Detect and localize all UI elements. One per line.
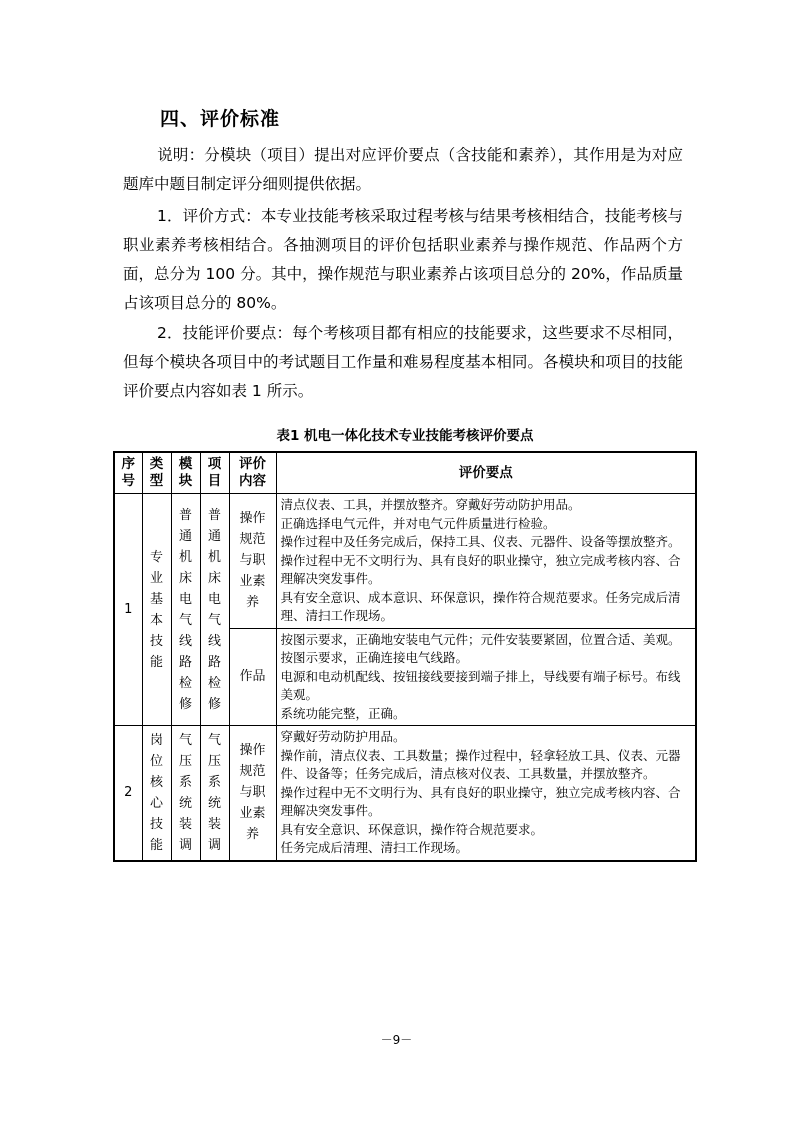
section-heading: 四、评价标准 bbox=[160, 108, 281, 130]
cell-type: 专 业 基 本 技 能 bbox=[142, 494, 171, 726]
header-content: 评价 内容 bbox=[229, 452, 276, 494]
cell-project: 普 通 机 床 电 气 线 路 检 修 bbox=[200, 494, 229, 726]
cell-content: 作品 bbox=[229, 628, 276, 726]
cell-type: 岗 位 核 心 技 能 bbox=[142, 726, 171, 861]
table-row bbox=[114, 726, 696, 861]
table-caption: 表1 机电一体化技术专业技能考核评价要点 bbox=[276, 428, 534, 444]
table-row bbox=[114, 494, 696, 629]
cell-project: 气 压 系 统 装 调 bbox=[200, 726, 229, 861]
cell-points: 清点仪表、工具，并摆放整齐。穿戴好劳动防护用品。 正确选择电气元件，并对电气元件质量进行检验。 操作过程中及任务完成后，保持工具、仪表、元器件、设备等摆放整齐。操作过程中无不文明行为、具有良好的职业操守，独立完成考核内容、合理解决突发事件。 具有安全意识、成本意识、环保意识，操作符合规范要求。任务完成后清理、清扫工作现场。 bbox=[276, 494, 696, 629]
cell-points: 穿戴好劳动防护用品。 操作前，清点仪表、工具数量；操作过程中，轻拿轻放工具、仪表、元器件、设备等；任务完成后，清点核对仪表、工具数量，并摆放整齐。 操作过程中无不文明行为、具有良好的职业操守，独立完成考核内容、合理解决突发事件。 具有安全意识、环保意识，操作符合规范要求。 任务完成后清理、清扫工作现场。 bbox=[276, 726, 696, 861]
cell-content: 操作 规范 与职 业素 养 bbox=[229, 726, 276, 861]
cell-seq: 1 bbox=[114, 494, 142, 726]
cell-points: 按图示要求，正确地安装电气元件；元件安装要紧固，位置合适、美观。 按图示要求，正确连接电气线路。 电源和电动机配线、按钮接线要接到端子排上，导线要有端子标号。布线美观。 系统功能完整，正确。 bbox=[276, 628, 696, 726]
cell-module: 普 通 机 床 电 气 线 路 检 修 bbox=[171, 494, 200, 726]
cell-module: 气 压 系 统 装 调 bbox=[171, 726, 200, 861]
table-header-row bbox=[114, 452, 696, 494]
paragraph-description: 说明：分模块（项目）提出对应评价要点（含技能和素养），其作用是为对应题库中题目制定评分细则提供依据。 bbox=[123, 146, 683, 193]
header-seq: 序 号 bbox=[114, 452, 142, 494]
paragraph-skill-points: 2．技能评价要点：每个考核项目都有相应的技能要求，这些要求不尽相同，但每个模块各项目中的考试题目工作量和难易程度基本相同。各模块和项目的技能评价要点内容如表 1 所示。 bbox=[123, 324, 683, 400]
page-number: －9－ bbox=[380, 1033, 413, 1047]
header-points: 评价要点 bbox=[276, 452, 696, 494]
header-project: 项 目 bbox=[200, 452, 229, 494]
paragraph-evaluation-method: 1．评价方式：本专业技能考核采取过程考核与结果考核相结合，技能考核与职业素养考核相结合。各抽测项目的评价包括职业素养与操作规范、作品两个方面，总分为 100 分。其中，操作规范与职业素养占该项目总分的 20%，作品质量占该项目总分的 80%。 bbox=[123, 207, 683, 312]
header-module: 模 块 bbox=[171, 452, 200, 494]
evaluation-table bbox=[113, 451, 697, 862]
cell-seq: 2 bbox=[114, 726, 142, 861]
cell-content: 操作 规范 与职 业素 养 bbox=[229, 494, 276, 629]
header-type: 类 型 bbox=[142, 452, 171, 494]
